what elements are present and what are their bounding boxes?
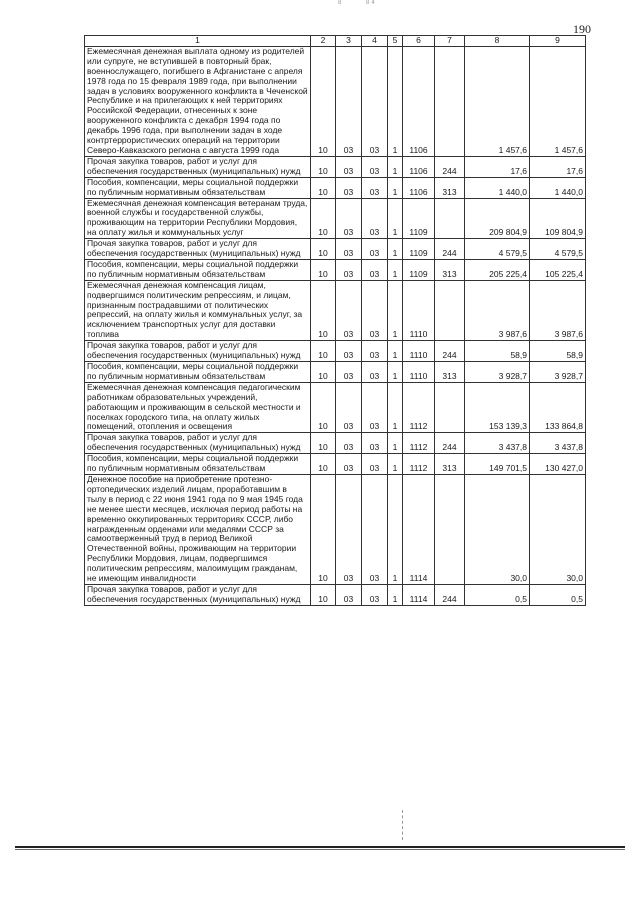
cell-section: 10 — [311, 239, 336, 260]
scan-top-marks — [0, 0, 640, 10]
cell-subsection: 03 — [336, 198, 362, 239]
cell-section: 10 — [311, 454, 336, 475]
table-body — [85, 46, 586, 605]
table-row — [85, 198, 586, 239]
cell-subsection: 03 — [336, 382, 362, 433]
cell-expense-type: 244 — [435, 433, 465, 454]
cell-amount-b: 0,5 — [530, 584, 586, 605]
cell-subsection: 03 — [336, 433, 362, 454]
cell-code-a: 03 — [362, 46, 388, 156]
table-row — [85, 156, 586, 177]
cell-subsection: 03 — [336, 454, 362, 475]
row-name: Пособия, компенсации, меры социальной поддержки по публичным нормативным обязательствам — [85, 362, 311, 383]
row-name: Прочая закупка товаров, работ и услуг для обеспечения государственных (муниципальных) нужд — [85, 239, 311, 260]
cell-code-a: 03 — [362, 584, 388, 605]
table-row — [85, 584, 586, 605]
cell-amount-b: 1 457,6 — [530, 46, 586, 156]
header-col-5: 5 — [388, 36, 403, 47]
cell-amount-a: 3 437,8 — [465, 433, 530, 454]
cell-amount-a: 205 225,4 — [465, 259, 530, 280]
cell-amount-a: 58,9 — [465, 341, 530, 362]
row-name: Прочая закупка товаров, работ и услуг для обеспечения государственных (муниципальных) нужд — [85, 433, 311, 454]
cell-target-code: 1110 — [403, 280, 435, 340]
cell-amount-b: 130 427,0 — [530, 454, 586, 475]
cell-subsection: 03 — [336, 341, 362, 362]
cell-code-b: 1 — [388, 382, 403, 433]
cell-subsection: 03 — [336, 280, 362, 340]
cell-code-a: 03 — [362, 198, 388, 239]
table-row — [85, 177, 586, 198]
cell-section: 10 — [311, 474, 336, 584]
row-name: Прочая закупка товаров, работ и услуг для обеспечения государственных (муниципальных) нужд — [85, 584, 311, 605]
table-row — [85, 239, 586, 260]
cell-section: 10 — [311, 433, 336, 454]
row-name: Ежемесячная денежная выплата одному из родителей или супруге, не вступившей в повторный брак, военнослужащего, погибшего в Афганистане с апреля 1978 года по 15 февраля 1989 года, при выполнении задач в условиях вооруженного конфликта в Чеченской Республике и на прилегающих к ней территориях Российской Федерации, отнесенных к зоне вооруженного конфликта с декабря 1994 года по декабрь 1996 года, при выполнении задач в ходе контртеррористических операций на территории Северо-Кавказского региона с августа 1999 года — [85, 46, 311, 156]
row-name: Денежное пособие на приобретение протезно-ортопедических изделий лицам, проработавшим в тылу в период с 22 июня 1941 года по 9 мая 1945 года не менее шести месяцев, исключая период работы на временно оккупированных территориях СССР, либо награжденным орденами или медалями СССР за самоотверженный труд в период Великой Отечественной войны, проживающим на территории Республики Мордовия, лицам, подвергшимся политическим репрессиям, малоимущим гражданам, не имеющим инвалидности — [85, 474, 311, 584]
cell-code-a: 03 — [362, 382, 388, 433]
cell-section: 10 — [311, 362, 336, 383]
cell-subsection: 03 — [336, 362, 362, 383]
table-row — [85, 341, 586, 362]
cell-target-code: 1106 — [403, 46, 435, 156]
cell-target-code: 1106 — [403, 156, 435, 177]
cell-target-code: 1106 — [403, 177, 435, 198]
cell-amount-b: 30,0 — [530, 474, 586, 584]
cell-amount-b: 3 987,6 — [530, 280, 586, 340]
cell-code-a: 03 — [362, 280, 388, 340]
page-bottom-rule-thin — [15, 849, 625, 850]
cell-code-b: 1 — [388, 156, 403, 177]
table-row — [85, 382, 586, 433]
cell-amount-b: 4 579,5 — [530, 239, 586, 260]
cell-code-a: 03 — [362, 454, 388, 475]
cell-target-code: 1112 — [403, 433, 435, 454]
cell-code-a: 03 — [362, 341, 388, 362]
cell-subsection: 03 — [336, 584, 362, 605]
cell-amount-a: 17,6 — [465, 156, 530, 177]
cell-section: 10 — [311, 46, 336, 156]
cell-expense-type — [435, 46, 465, 156]
cell-code-b: 1 — [388, 433, 403, 454]
cell-amount-a: 30,0 — [465, 474, 530, 584]
table-header-row — [85, 36, 586, 47]
cell-amount-a: 1 440,0 — [465, 177, 530, 198]
cell-amount-a: 0,5 — [465, 584, 530, 605]
cell-code-a: 03 — [362, 259, 388, 280]
row-name: Ежемесячная денежная компенсация ветеранам труда, военной службы и государственной службы, проживающим на территории Республики Мордовия, на оплату жилья и коммунальных услуг — [85, 198, 311, 239]
row-name: Пособия, компенсации, меры социальной поддержки по публичным нормативным обязательствам — [85, 454, 311, 475]
cell-amount-b: 58,9 — [530, 341, 586, 362]
cell-section: 10 — [311, 198, 336, 239]
cell-section: 10 — [311, 156, 336, 177]
row-name: Пособия, компенсации, меры социальной поддержки по публичным нормативным обязательствам — [85, 259, 311, 280]
cell-subsection: 03 — [336, 177, 362, 198]
cell-code-a: 03 — [362, 474, 388, 584]
cell-target-code: 1110 — [403, 341, 435, 362]
cell-section: 10 — [311, 341, 336, 362]
table-row — [85, 454, 586, 475]
top-mark: 84 — [366, 0, 377, 6]
cell-section: 10 — [311, 382, 336, 433]
cell-amount-a: 3 928,7 — [465, 362, 530, 383]
row-name: Ежемесячная денежная компенсация педагогическим работникам образовательных учреждений, работающим и проживающим в сельской местности и поселках городского типа, на оплату жилых помещений, отопления и освещения — [85, 382, 311, 433]
cell-amount-b: 105 225,4 — [530, 259, 586, 280]
cell-target-code: 1109 — [403, 259, 435, 280]
cell-subsection: 03 — [336, 239, 362, 260]
cell-amount-a: 1 457,6 — [465, 46, 530, 156]
cell-code-b: 1 — [388, 474, 403, 584]
table-row — [85, 46, 586, 156]
cell-code-a: 03 — [362, 362, 388, 383]
table-row — [85, 362, 586, 383]
cell-target-code: 1109 — [403, 239, 435, 260]
budget-table — [84, 35, 586, 606]
cell-target-code: 1109 — [403, 198, 435, 239]
cell-amount-a: 3 987,6 — [465, 280, 530, 340]
cell-expense-type: 313 — [435, 177, 465, 198]
cell-amount-a: 153 139,3 — [465, 382, 530, 433]
cell-amount-b: 1 440,0 — [530, 177, 586, 198]
cell-amount-b: 109 804,9 — [530, 198, 586, 239]
cell-code-b: 1 — [388, 198, 403, 239]
cell-code-b: 1 — [388, 341, 403, 362]
cell-code-b: 1 — [388, 454, 403, 475]
table-row — [85, 433, 586, 454]
cell-code-b: 1 — [388, 280, 403, 340]
cell-section: 10 — [311, 584, 336, 605]
scan-cut-mark — [402, 810, 403, 840]
cell-subsection: 03 — [336, 474, 362, 584]
cell-target-code: 1112 — [403, 382, 435, 433]
cell-code-b: 1 — [388, 259, 403, 280]
header-col-4: 4 — [362, 36, 388, 47]
table-row — [85, 259, 586, 280]
cell-expense-type — [435, 474, 465, 584]
cell-section: 10 — [311, 259, 336, 280]
cell-code-a: 03 — [362, 156, 388, 177]
row-name: Пособия, компенсации, меры социальной поддержки по публичным нормативным обязательствам — [85, 177, 311, 198]
cell-target-code: 1110 — [403, 362, 435, 383]
cell-amount-b: 3 437,8 — [530, 433, 586, 454]
header-col-3: 3 — [336, 36, 362, 47]
cell-expense-type: 244 — [435, 239, 465, 260]
row-name: Прочая закупка товаров, работ и услуг для обеспечения государственных (муниципальных) нужд — [85, 341, 311, 362]
cell-section: 10 — [311, 280, 336, 340]
cell-code-b: 1 — [388, 584, 403, 605]
cell-expense-type — [435, 198, 465, 239]
header-col-9: 9 — [530, 36, 586, 47]
table-row — [85, 474, 586, 584]
cell-amount-a: 149 701,5 — [465, 454, 530, 475]
cell-code-b: 1 — [388, 46, 403, 156]
cell-amount-b: 17,6 — [530, 156, 586, 177]
cell-target-code: 1114 — [403, 474, 435, 584]
header-col-2: 2 — [311, 36, 336, 47]
cell-code-a: 03 — [362, 433, 388, 454]
cell-expense-type: 244 — [435, 156, 465, 177]
cell-expense-type — [435, 280, 465, 340]
cell-subsection: 03 — [336, 259, 362, 280]
cell-code-b: 1 — [388, 177, 403, 198]
cell-section: 10 — [311, 177, 336, 198]
page-number: 190 — [573, 22, 591, 36]
cell-code-a: 03 — [362, 239, 388, 260]
cell-expense-type: 244 — [435, 341, 465, 362]
header-col-6: 6 — [403, 36, 435, 47]
cell-code-b: 1 — [388, 239, 403, 260]
header-col-7: 7 — [435, 36, 465, 47]
cell-expense-type — [435, 382, 465, 433]
cell-code-a: 03 — [362, 177, 388, 198]
table-row — [85, 280, 586, 340]
cell-subsection: 03 — [336, 46, 362, 156]
cell-subsection: 03 — [336, 156, 362, 177]
page-bottom-rule — [15, 846, 625, 848]
header-col-8: 8 — [465, 36, 530, 47]
cell-expense-type: 313 — [435, 259, 465, 280]
row-name: Ежемесячная денежная компенсация лицам, подвергшимся политическим репрессиям, и лицам, признанным пострадавшими от политических репрессий, на оплату жилья и коммунальных услуг, за исключением транспортных услуг для доставки топлива — [85, 280, 311, 340]
cell-expense-type: 313 — [435, 362, 465, 383]
top-mark: 8 — [338, 0, 344, 6]
row-name: Прочая закупка товаров, работ и услуг для обеспечения государственных (муниципальных) нужд — [85, 156, 311, 177]
cell-amount-b: 133 864,8 — [530, 382, 586, 433]
cell-expense-type: 313 — [435, 454, 465, 475]
cell-expense-type: 244 — [435, 584, 465, 605]
cell-amount-a: 209 804,9 — [465, 198, 530, 239]
cell-target-code: 1112 — [403, 454, 435, 475]
cell-code-b: 1 — [388, 362, 403, 383]
cell-amount-b: 3 928,7 — [530, 362, 586, 383]
cell-target-code: 1114 — [403, 584, 435, 605]
header-col-1: 1 — [85, 36, 311, 47]
cell-amount-a: 4 579,5 — [465, 239, 530, 260]
